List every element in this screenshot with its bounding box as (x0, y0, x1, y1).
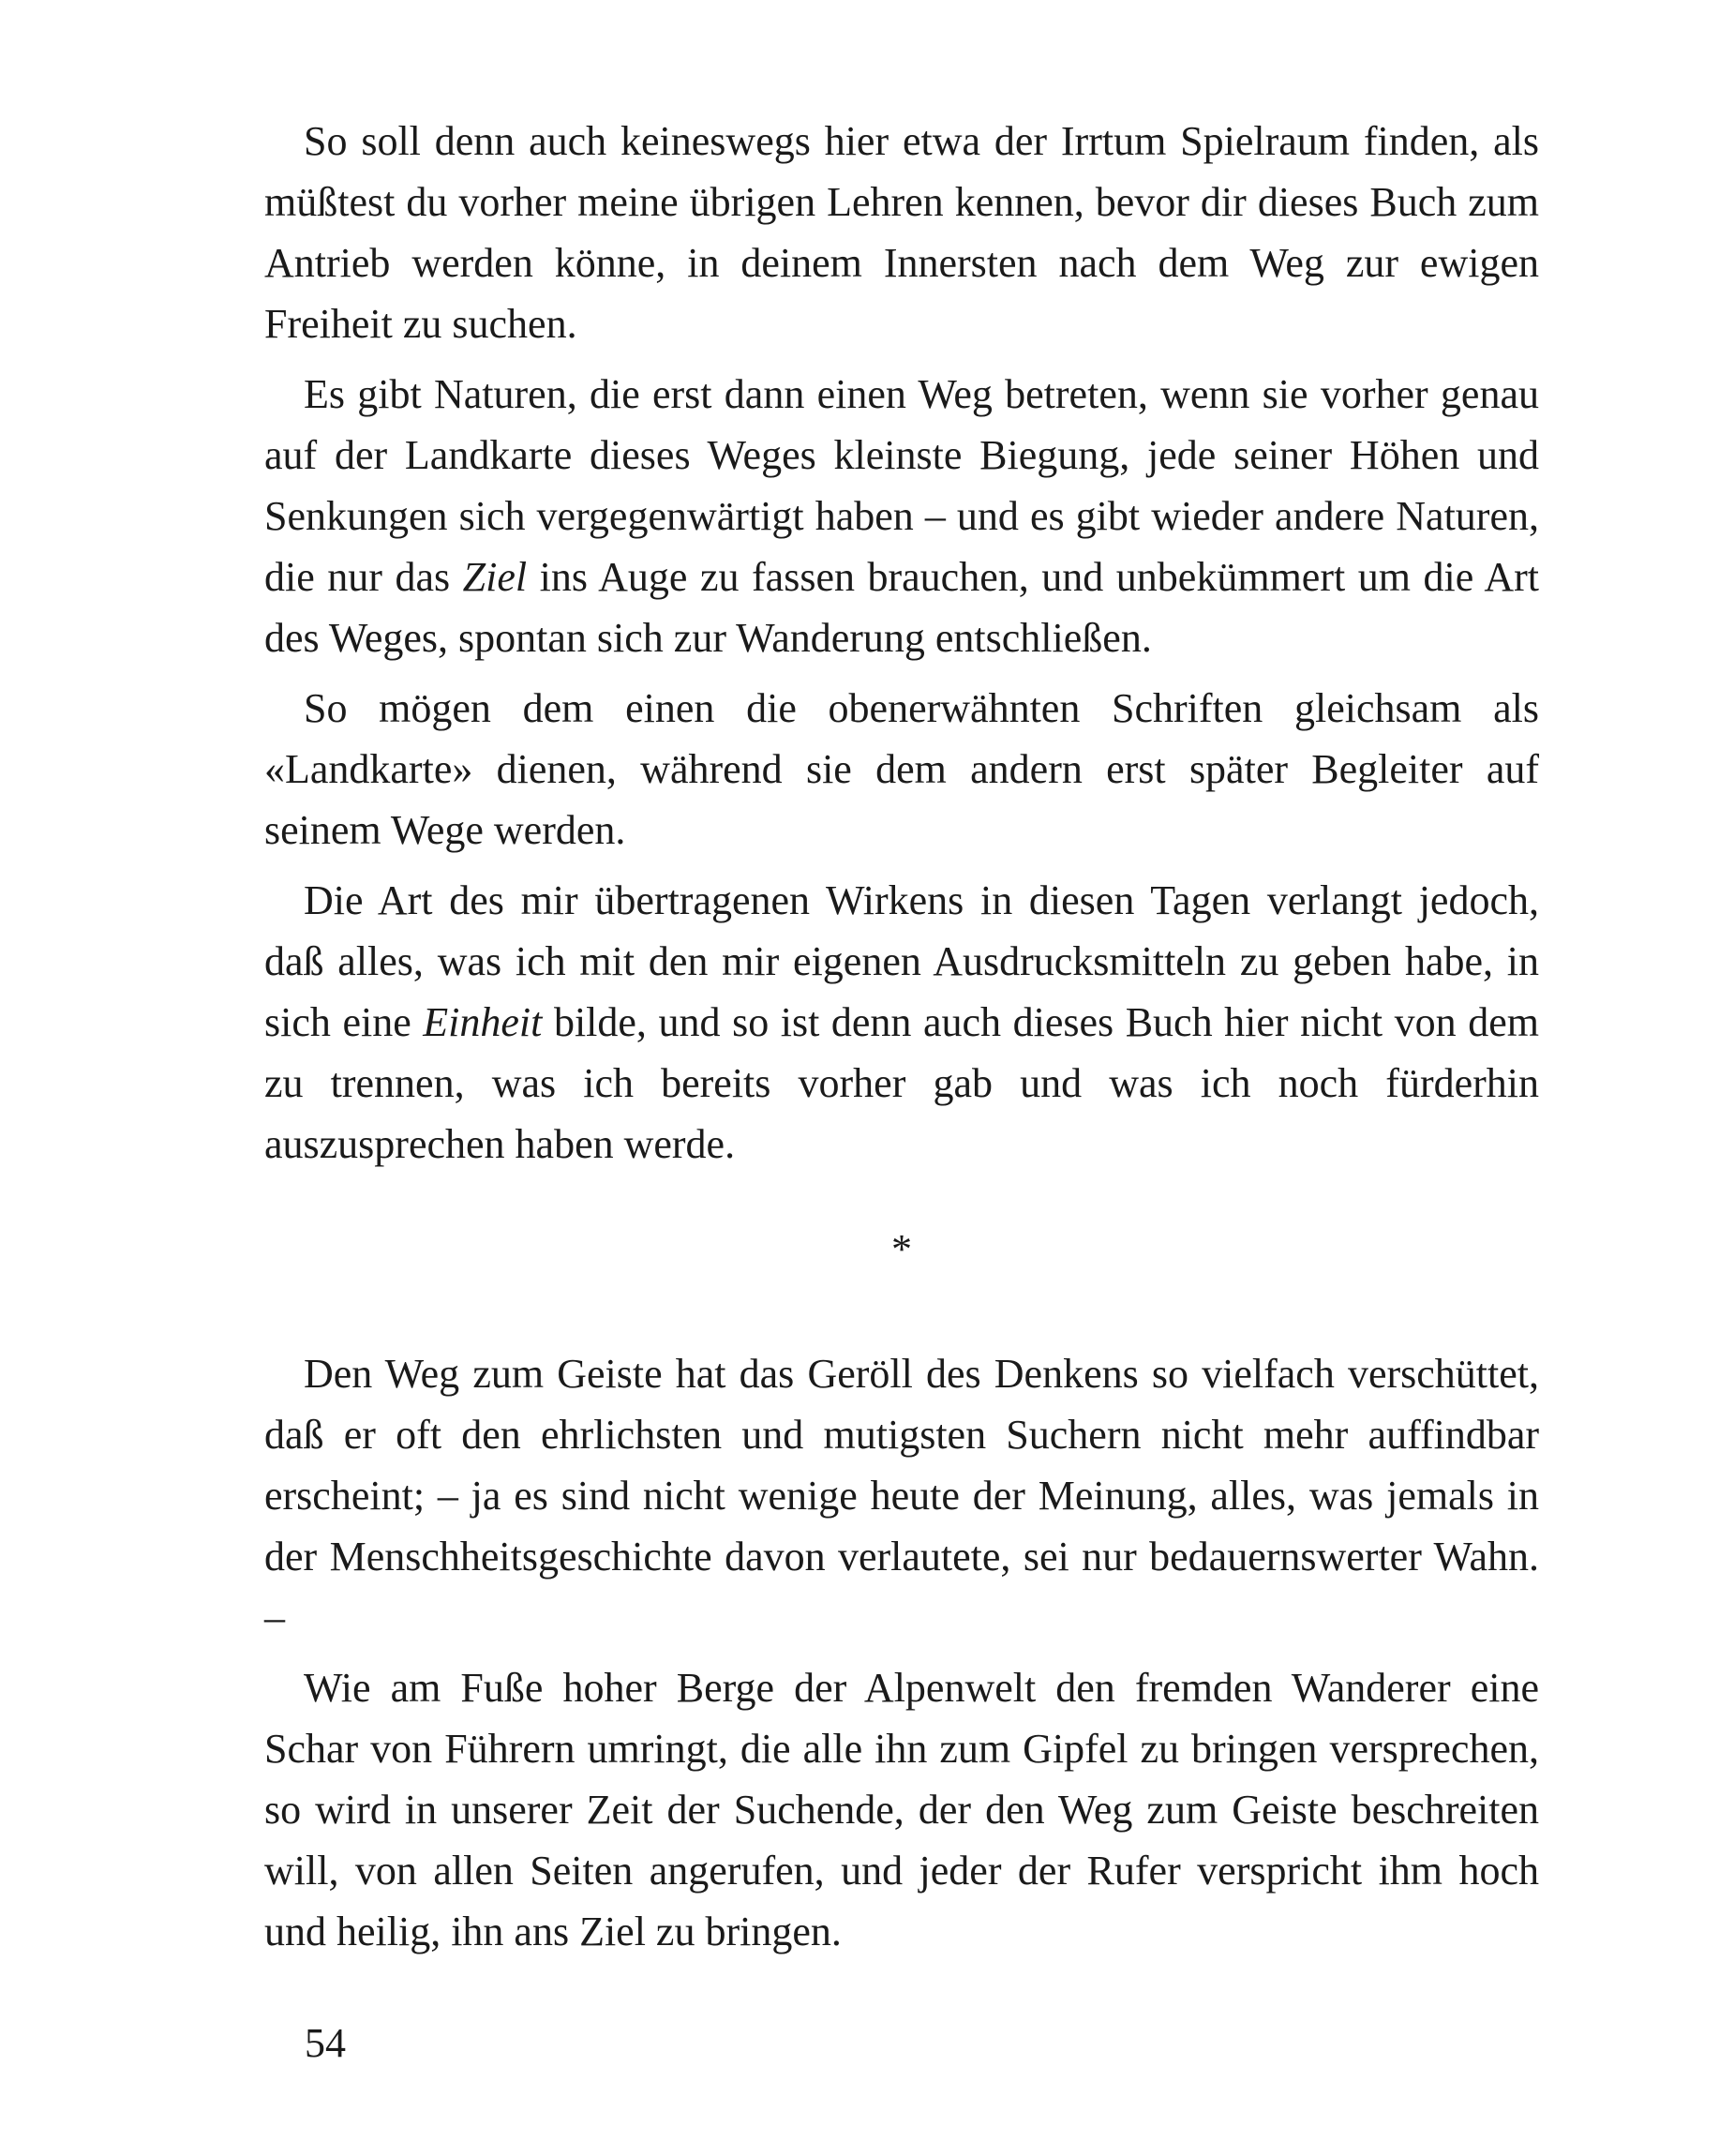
paragraph-4-emphasis-einheit: Einheit (423, 999, 543, 1045)
paragraph-4-text-b: bilde, und so ist denn auch dieses Buch hier nicht von dem zu trennen, was ich bereits vorher gab und was ich noch fürderhin auszusprechen haben werde. (264, 999, 1539, 1167)
paragraph-2-text-b: ins Auge zu fassen brauchen, und unbekümmert um die Art des Weges, spontan sich zur Wanderung entschließen. (264, 554, 1540, 661)
paragraph-6-text: Wie am Fuße hoher Berge der Alpenwelt den fremden Wanderer eine Schar von Führern umringt, die alle ihn zum Gipfel zu bringen versprechen, so wird in unserer Zeit der Suchende, der den Weg zum Geiste beschreiten will, von allen Seiten angerufen, und jeder der Rufer verspricht ihm hoch und heilig, ihn ans Ziel zu bringen. (264, 1665, 1539, 1954)
section-separator: * (891, 1226, 912, 1272)
paragraph-1-text: So soll denn auch keineswegs hier etwa der Irrtum Spielraum finden, als müßtest du vorher meine übrigen Lehren kennen, bevor dir dieses Buch zum Antrieb werden könne, in deinem Innersten nach dem Weg zur ewigen Freiheit zu suchen. (264, 118, 1539, 347)
paragraph-6 (264, 1657, 1539, 1962)
paragraph-2-text-a: Es gibt Naturen, die erst dann einen Weg betreten, wenn sie vorher genau auf der Landkarte dieses Weges kleinste Biegung, jede seiner Höhen und Senkungen sich vergegenwärtigt haben – und es gibt wieder andere Naturen, die nur das (264, 371, 1539, 600)
paragraph-1 (264, 111, 1539, 354)
paragraph-5 (264, 1343, 1539, 1648)
paragraph-3 (264, 678, 1539, 861)
paragraph-4 (264, 870, 1539, 1175)
paragraph-5-text: Den Weg zum Geiste hat das Geröll des Denkens so vielfach verschüttet, daß er oft den ehrlichsten und mutigsten Suchern nicht mehr auffindbar erscheint; – ja es sind nicht wenige heute der Meinung, alles, was jemals in der Menschheitsgeschichte davon verlautete, sei nur bedauernswerter Wahn. – (264, 1351, 1539, 1640)
paragraph-4-text-a: Die Art des mir übertragenen Wirkens in diesen Tagen verlangt jedoch, daß alles, was ich mit den mir eigenen Ausdrucksmitteln zu geben habe, in sich eine (264, 877, 1539, 1045)
page-body (264, 111, 1539, 1971)
paragraph-2 (264, 364, 1539, 668)
paragraph-2-emphasis-ziel: Ziel (462, 554, 528, 600)
paragraph-3-text: So mögen dem einen die obenerwähnten Schriften gleichsam als «Landkarte» dienen, während sie dem andern erst später Begleiter auf seinem Wege werden. (264, 685, 1539, 853)
page-number: 54 (305, 2020, 346, 2066)
